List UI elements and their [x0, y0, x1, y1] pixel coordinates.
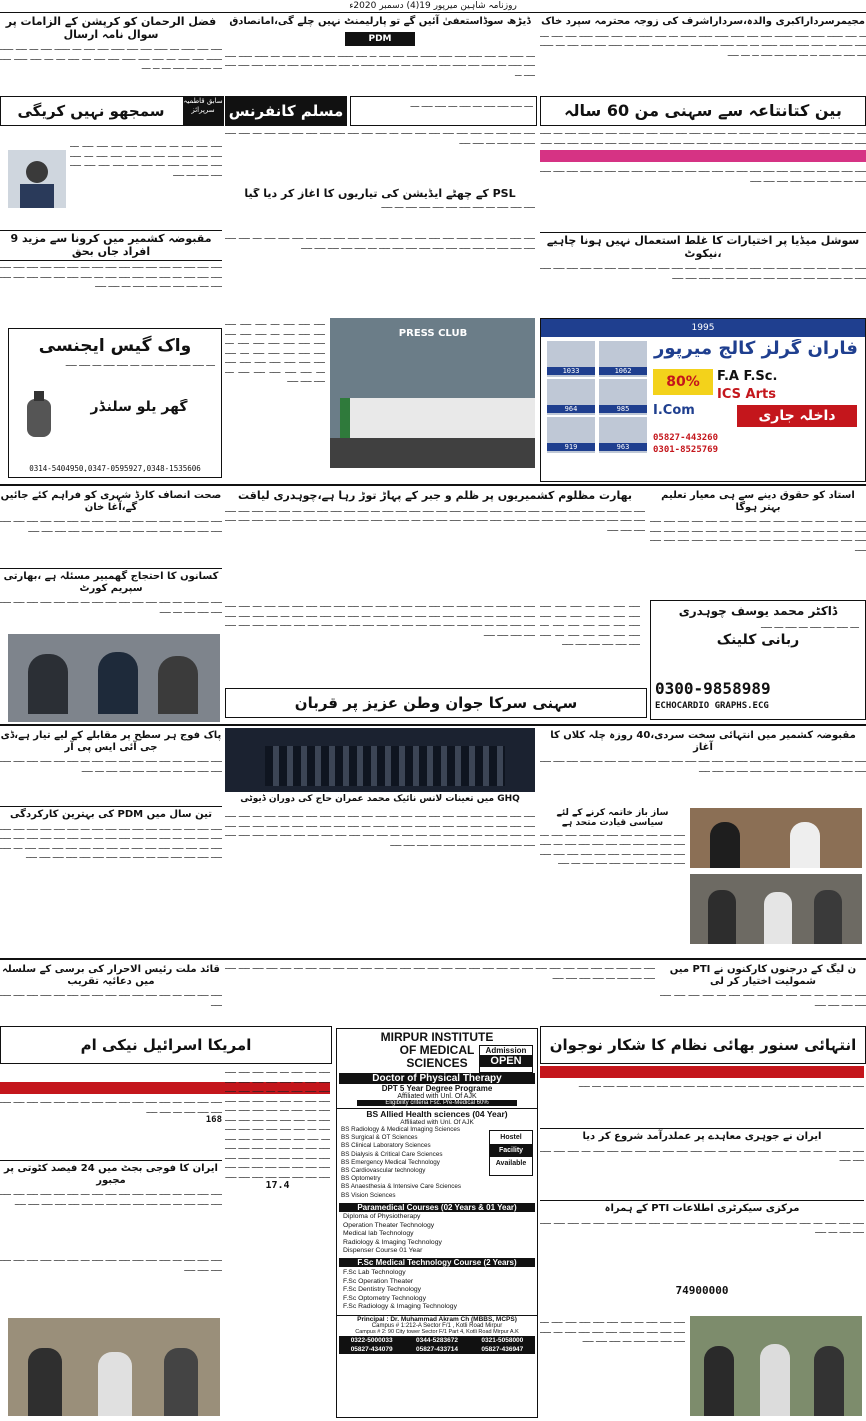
headline-ribbon-left: سابق قاطمیہ سرپرائز سمجھو نہیں کریگی: [0, 96, 224, 126]
phone-1: 05827-443260: [653, 433, 719, 443]
farmers-article: [0, 568, 222, 630]
meeting-photo: [8, 634, 220, 722]
article-text: ـــــ ـــــ ـــــ ــــ ـــــ ـــــ ـــــ ـــــ ـــــ ـــــ ــــ ـــــ ـــــ ـــــ ـــــ ـــــ ـــــ ـــــ ـــــ ـــــ ــــ ـــــ ـــــ ـــــ ـــــ ـــــ ــــ ـــــ ـــــ ـــــ ـــــ ـــــ ـــــ ـــــ: [540, 600, 640, 647]
press-club-photo: PRESS CLUB: [330, 318, 535, 468]
student-grid: 1033 1062 964 985 919 963: [547, 341, 647, 453]
list-item: F.Sc Optometry Technology: [343, 1294, 426, 1302]
article-text: ـــــ ـــــ ـــــ ــــ ـــــ ـــــ ـــــ ـــــ ـــــ ـــــ ــــ ـــــ ـــــ ـــــ ـــــ ـــــ ـــــ ـــــ ـــــ ـــــ ــــ ـــــ ـــــ ـــــ ـــــ ـــــ ــــ ـــــ ـــــ ـــــ ـــــ ـــــ ـــــ ـــــ ـــــ ــــ ـــــ ـــــ ـــــ ـــــ ـــــ ــــ ـــــ ـــــ ـــــ: [225, 318, 325, 384]
list-item: Radiology & Imaging Technology: [343, 1238, 442, 1246]
top-middle-column: [225, 14, 535, 96]
list-item: Medical lab Technology: [343, 1230, 414, 1238]
article-text: ـــــ ـــــ ـــــ ــــ ـــــ ـــــ ـــــ ـــــ ـــــ ـــــ ــــ ـــــ ـــــ ـــــ ـــــ ـــــ ـــــ ـــــ: [0, 989, 222, 1008]
article-text: ـــــ ـــــ ـــــ ــــ ـــــ ـــــ ـــــ ـــــ ـــــ ـــــ ــــ ـــــ ـــــ ـــــ ـــــ ـــــ ـــــ ـــــ ـــــ ـــــ ــــ ـــــ: [578, 1080, 864, 1089]
army-article: [0, 728, 222, 803]
headline: پاک فوج ہر سطح پر مقابلے کے لیے تیار ہے،ڈی جی آئی ایس پی آر: [0, 730, 222, 753]
amount: 74900000: [675, 1284, 729, 1297]
headline: ساز باز خاتمہ کرنے کے لئے سیاسی قیادت متحد ہے: [556, 808, 669, 829]
top-left-column: [0, 14, 222, 96]
headline: قائد ملت رئیس الاحرار کی برسی کے سلسلہ میں دعائیہ تقریب: [2, 964, 220, 987]
clinic-name: ربانی کلینک: [716, 632, 800, 649]
headline: ایران کا فوجی بجٹ میں 24 فیصد کٹوتی پر مجبور: [0, 1160, 222, 1188]
list-item: BS Radiology & Medical Imaging Sciences: [341, 1126, 461, 1133]
article-text: ـــــ ـــــ ـــــ ــــ ـــــ ـــــ ـــــ ـــــ ـــــ ـــــ ــــ ـــــ ـــــ ـــــ ـــــ ـــــ ـــــ ـــــ ـــــ ـــــ ــــ ـــــ ـــــ ـــــ ـــــ ـــــ ــــ ـــــ ـــــ ـــــ ـــــ ـــــ ـــــ ـــــ ـــــ ــــ ـــــ ـــــ: [540, 755, 866, 774]
divider: [0, 958, 866, 960]
headline-ribbon-mid: مسلم کانفرنس: [225, 96, 347, 126]
headline: فضل الرحمان کو کرپشن کے الزامات پر سوال نامہ ارسال: [5, 15, 217, 41]
article-text: ـــــ ـــــ ـــــ ــــ ـــــ ـــــ ـــــ ـــــ ـــــ ـــــ ــــ ـــــ ـــــ ـــــ ـــــ ـــــ ـــــ ـــــ ـــــ ـــــ ــــ ـــــ ـــــ ـــــ ـــــ ـــــ ــــ ـــــ ـــــ ـــــ ـــــ ـــــ ـــــ ـــــ ـــــ ــــ ـــــ ـــــ ـــــ ـــــ: [225, 962, 655, 981]
prayer-photo: [690, 808, 862, 868]
pti-article: [540, 1200, 864, 1280]
ad-title: واک گیس ایجنسی: [38, 336, 192, 356]
portrait-photo: [8, 150, 66, 208]
list-item: BS Emergency Medical Technology: [341, 1158, 440, 1166]
headline: بھارت مظلوم کشمیریوں پر ظلم و جبر کے پہاڑ توڑ رہا ہے،چوہدری لیاقت: [238, 489, 632, 502]
headline: مقبوضہ کشمیر میں کرونا سے مزید 9 افراد جاں بحق: [0, 230, 222, 261]
meeting-photo-2: [690, 874, 862, 944]
list-item: BS Anaesthesia & Intensive Care Sciences: [341, 1183, 462, 1191]
banner: [340, 398, 535, 440]
article-block: [225, 962, 655, 1022]
iran-article: [540, 1128, 864, 1198]
list-item: BS Clinical Laboratory Sciences: [341, 1142, 431, 1150]
faran-college-ad: 1995 فاران گرلز کالج میرپور 1033 1062 964 985 919 963 80% F.A F.Sc. ICS Arts I.Com داخلہ جاری 05827-443260 0301-8525769: [540, 318, 866, 482]
article-block: [225, 318, 325, 468]
ad-top-band: 1995: [541, 319, 865, 337]
ribbon-subtext: ــــ ـــــ ـــــ ـــــ ــــ ـــــ ــــ ـــــ ـــــ ــــ: [350, 96, 537, 126]
list-item: F.Sc Dentistry Technology: [343, 1286, 422, 1294]
health-card-article: [0, 488, 222, 563]
list-item: F.Sc Operation Theater: [343, 1277, 414, 1285]
ad-title: فاران گرلز کالج میرپور: [654, 339, 858, 359]
fsc-list: [337, 1269, 537, 1312]
mirpur-institute-ad: MIRPUR INSTITUTE OF MEDICAL SCIENCES Admission OPEN Doctor of Physical Therapy DPT 5 Year Degree Programe Affiliated with Unl. Of AJK Eligibility criteria Fsc. Pre-Medical 60% BS Allied Health sciences (04 Year) Affiliated with Unl. Of AJK BS Radiology & Medical Imaging Sciences BS Surgical & OT Sciences BS Clinical Laboratory Sciences BS Dialysis & Critical Care Sciences BS Emergency Medical Technology BS Cardiovascular technology BS Optometry BS Anaesthesia & Intensive Care Sciences BS Vision Sciences Hostel Facility Available Paramedical Courses (02 Years & 01 Year) Diploma of Physiotherapy Operation Theater Technology Medical lab Technology Radiology & Imaging Technology Dispenser Course 01 Year F.Sc Medical Technology Course (2 Years) F.Sc Lab Technology F.Sc Operation Theater F.Sc Dentistry Technology F.Sc Optometry Technology F.Sc Radiology & Imaging Technology Principal : Dr. Muhammad Akram Ch (MBBS, MCPS) Campus # 1:212-A Sector F/1 , Kotli Road Mirpur Campus # 2: 90 City tower Sector F/1 Part 4, Kotli Road Mirpur A.K 0322-5000033 0344-5283672 0321-5058000 05827-434079 05827-433714 05827-436947: [336, 1028, 538, 1418]
office-photo: [8, 1318, 220, 1416]
article-block: [0, 1096, 222, 1156]
article-block: [225, 1066, 330, 1416]
article-text: ـــــ ـــــ ـــــ ــــ ـــــ ـــــ ـــــ ـــــ ـــــ ـــــ ــــ ـــــ: [381, 200, 535, 210]
list-item: Dispenser Course 01 Year: [343, 1247, 423, 1255]
divider: [0, 12, 866, 13]
headline: PSL کے چھٹے ایڈیشن کی تیاریوں کا آغاز کر دیا گیا: [244, 188, 516, 200]
article-text: ـــــ ـــــ ـــــ ــــ ـــــ ـــــ ـــــ ـــــ ـــــ ـــــ ــــ ـــــ ـــــ ـــــ ـــــ ـــــ ـــــ ـــــ ـــــ ـــــ ــــ ـــــ ـــــ ـــــ ـــــ ـــــ ــــ ـــــ ـــــ ـــــ ـــــ ـــــ ـــــ ـــــ ـــــ ــــ ـــــ ـــــ ـــــ ـــــ ـــــ ــــ ـــــ ـــــ ـــــ ـــــ ـــــ ـــــ ـــــ: [650, 515, 866, 553]
article-text: ـــ ـــــ ـــــــ ــــــ ــــــ ــــــــ ـــــ ـــــ ــــــ ــــــ ــــــ ـــــــ ــــ ـــــ ــــــ ـــــ ـــــ ــــــ ــــــ ـــــ ـــــ ــــ ـــــ ــــــ ـــــ ـــــ ــــــ ــــــ ـــــــ ــــ ـــــ ــــــ ــــــ ـــــ ـــــ ــــ ـــــ ــــــ ــــ ــــــ ـــــ ـــــ ـــــ ــــ ــــــ ــــ ـــــ ــــ ـــــ ـــ ــــ ـــــ ــــ ـــــ ـــ ــــ ـــــ: [540, 29, 866, 58]
headline: کسانوں کا احتجاج گھمبیر مسئلہ ہے ،بھارتی سپریم کورٹ: [0, 568, 222, 596]
pink-strip: [540, 150, 866, 162]
article-text: ـــــ ـــــ ـــــ ــــ ـــــ ـــــ ـــــ ـــــ ـــــ ـــــ ــــ ـــــ ـــــ ـــــ ـــــ ـــــ ـــــ ـــــ ـــــ ـــــ ــــ ـــــ ـــــ ـــــ ـــــ ـــــ ــــ ـــــ: [540, 1216, 864, 1235]
bs-program-list: [337, 1126, 537, 1202]
headline-ribbon-right: انتہائی سنور بھائی نظام کا شکار نوجوان: [540, 1026, 866, 1064]
walk-gas-agency-ad: واک گیس ایجنسی ــــ ـــــ ـــــ ـــــ ــــ ـــــ ــــ ـــــ ـــــ ــــ ـــــ ـــــ گھر یلو سلنڈر 0314-5404950,0347-0595927,0348-1535606: [8, 328, 222, 478]
list-item: F.Sc Lab Technology: [343, 1268, 406, 1276]
article-text: ـــــ ـــــ ـــــ ــــ ـــــ ـــــ ـــــ ـــــ ـــــ ـــــ ــــ ـــــ ـــــ ـــــ ـــــ ـــــ ـــــ ـــــ ـــــ ـــــ: [0, 1254, 222, 1273]
article-text: ـــــ ـــــ ـــــ ــــ ـــــ ـــــ ـــــ ـــــ ـــــ ـــــ ــــ ـــــ ـــــ ـــــ ـــــ ـــــ ـــــ ـــــ ـــــ ـــــ ــــ ـــــ ـــــ ـــــ ـــــ ـــــ ــــ ـــــ ـــــ ـــــ ـــــ ـــــ ـــــ ـــــ ـــــ ــــ ـــــ ـــــ ـــــ ـــــ: [540, 262, 866, 281]
article-block: [225, 127, 535, 187]
headline: مقبوضہ کشمیر میں انتہائی سخت سردی،40 روزہ چلہ کلاں کا آغاز: [550, 730, 856, 753]
list-item: Operation Theater Technology: [343, 1221, 435, 1229]
clinic-phone: 0300-9858989: [655, 679, 771, 698]
gas-cylinder-icon: [21, 389, 57, 439]
headline: صحت انصاف کارڈ شہری کو فراہم کئے جائیں گے،آغا خان: [0, 490, 222, 513]
article-text: ـــــ ـــــ ـــــ ــــ ـــــ ـــــ ـــــ ـــــ ـــــ ـــــ ــــ ـــــ ـــــ ـــــ ـــــ ـــــ ـــــ ـــــ ـــــ ـــــ ــــ ـــــ ـــــ ـــــ ـــــ ـــــ ــــ ـــــ: [0, 755, 222, 774]
doctor-name: ڈاکٹر محمد یوسف چوہدری: [678, 604, 838, 618]
article-text: ـــــ ـــــ ـــــ ــــ ـــــ ـــــ ـــــ ـــــ ـــــ ـــــ ــــ ـــــ ـــــ ـــــ ـــــ ـــــ ـــــ ـــــ ـــــ ـــــ ــــ ـــــ ـــــ ـــــ ـــــ ـــــ ــــ ـــــ ـــــ ـــــ ـــــ ـــــ ـــــ ـــــ ـــــ ــــ ـــــ ـــــ ـــــ ـــــ ـــــ ــــ ـــــ ـــــ ـــــ ـــــ ـــــ ـــــ ـــــ ــــ ـــــ ـــــ ـــــ ـــــ ـــــ ـــــ ــــ ـــــ ـــــ ـــــ ـــــ ـــــ ـــــ ـــــ ـــــ ـــــ: [0, 822, 222, 860]
list-item: BS Optometry: [341, 1175, 381, 1183]
scholarship-badge: 80%: [653, 369, 713, 395]
headline: ایران نے جوہری معاہدے پر عملدرآمد شروع کر دیا: [540, 1128, 864, 1145]
article-text: ـــــ ـــــ ـــــ ــــ ـــــ ـــــ ـــــ ـــــ ـــــ ـــــ ــــ ـــــ ـــــ ـــــ ـــــ ـــــ ـــــ ـــــ ـــــ ـــــ ــــ ـــــ ـــــ ـــــ ـــــ ـــــ ــــ ـــــ ـــــ ـــــ ـــــ ـــــ ـــــ ـــــ ـــــ ــــ ـــــ ـــــ ـــــ ـــــ ـــــ ــــ ـــــ ـــــ ـــــ ـــــ ـــــ ـــــ ـــــ ــــ ـــــ ـــــ ـــــ ـــــ ـــــ ـــــ ــــ ـــــ ـــــ ـــــ ـــــ ـــــ ـــــ ـــــ ـــــ ـــــ ـــــ ـــــ ـــــ ـــــ ـــــ ـــــ ـــــ ـــــ ـــــ ـــــ ـــــ ـــــ ـــــ ـــــ: [225, 810, 535, 848]
headline: استاد کو حقوق دینے سے ہی معیار تعلیم بہتر ہوگا: [661, 490, 855, 513]
phone-numbers: 0314-5404950,0347-0595927,0348-1535606: [29, 464, 201, 473]
chilla-kalan-article: [540, 728, 866, 803]
article-block: [540, 808, 685, 954]
ghq-article: [225, 794, 535, 808]
article-text: ـــــ ـــــ ـــــ ــــ ـــــ ـــــ ـــــ ـــــ ـــــ ـــــ ــــ ـــــ ـــــ ـــــ ـــــ ـــــ ـــــ ـــــ ـــــ ـــــ ــــ ـــــ ـــــ ـــــ ـــــ ـــــ: [540, 1144, 864, 1163]
corona-article: [0, 230, 222, 325]
admission-open-badge: داخلہ جاری: [737, 405, 857, 427]
headline: تین سال میں PDM کی بہترین کارکردگی: [0, 806, 222, 823]
headline: GHQ میں تعینات لانس نائیک محمد عمران حاج کی دوران ڈیوٹی: [240, 794, 520, 804]
ad-subtitle: گھر یلو سلنڈر: [90, 399, 188, 415]
headline: سوشل میڈیا پر اختیارات کا غلط استعمال نہیں ہونا چاہیے ،نیکوٹ: [540, 232, 866, 262]
article-block: [225, 810, 535, 956]
headline: ڈیڑھ سوڈاستعفیٰ آئیں گے تو پارلیمنٹ نہیں چلے گی،امانصادق: [229, 16, 531, 27]
article-text: ـــــ ـــــ ـــــ ــــ ـــــ ـــــ ـــــ ـــــ ـــــ ـــــ ــــ ـــــ ـــــ ـــــ ـــــ ـــــ ـــــ ـــــ ـــــ: [660, 989, 866, 1008]
paramedical-list: [337, 1213, 537, 1256]
headline: ن لیگ کے درجنوں کارکنوں نے PTI میں شمولیت اختیار کر لی: [669, 964, 857, 987]
press-event-photo: [690, 1316, 862, 1416]
article-block: [540, 1316, 685, 1416]
article-text: ـــــ ـــــ ـــــ ــــ ـــــ ـــــ ـــــ ـــــ ـــــ ـــــ ــــ ـــــ ـــــ ـــــ ـــــ ـــــ ـــــ ـــــ ـــــ ـــــ ــــ ـــــ ـــــ ـــــ ـــــ ـــــ ــــ ـــــ ـــــ ـــــ ـــــ ـــــ ـــــ ـــــ ـــــ ــــ ـــــ: [70, 140, 222, 178]
night-gathering-photo: [225, 728, 535, 792]
amount-3: 17.4: [265, 1180, 290, 1191]
psl-article: [225, 188, 535, 228]
phone-grid: 0322-5000033 0344-5283672 0321-5058000 05827-434079 05827-433714 05827-436947: [339, 1336, 535, 1354]
article-text: ـــــ ـــــ ــــــ ــــ ــــــ ـــــ ـــــ ــــــ ـــــ ـــــ ــــ ـــــــ ـــــ ــــ ـــــ ــــــ ـــــــ ـــــ ـــــ ــــ ـــــ ـــــ ــــــ ـــــ ـــــ ــــ ـــــ ــــ ــــ ـــــ ــــــ ـــــ ــــ ـــــ ـــــ ـــــ ــــ ـــ ــــ: [0, 43, 222, 72]
divider: [0, 724, 866, 726]
amount-2: 168: [205, 1115, 222, 1125]
social-media-article: [540, 232, 866, 312]
article-text: ـــــ ـــــ ـــــ ــــ ـــــ ـــــ ـــــ ـــــ ـــــ ـــــ ــــ ـــــ ـــــ ـــــ ـــــ ـــــ ـــــ ـــــ ـــــ ـــــ ــــ ـــــ ـــــ ـــــ ـــــ ـــــ ــــ ـــــ ـــــ ـــــ ـــــ ـــــ ـــــ ـــــ ـــــ ــــ ـــــ ـــــ ـــــ ـــــ ـــــ: [225, 232, 535, 251]
article-text: ــــ ـــــ ــــ ـــــ ـــــ ـــــ ــــ ـــــ ـــــ ـــــ ــــ ـــــ ــــ ـــــ ـــــ ــــــ ـــــ ـــــ ـــــ ـــــ ـــــ ـــــ ـــــ ــــ ـــــ ـــــ ـــــ ـــــ ـــــ ـــــ ـــــ ـــــ ـــــ ـــــ ـــــ ــــ ـــــ ـــــ ـــــ ـــــ ـــــ ــــ ـــــ ـــــ ـــــ ــــ ـــــ ـــــ ـــــ ـــــ: [540, 127, 866, 146]
article-block: [70, 140, 222, 230]
list-item: BS Dialysis & Critical Care Sciences: [341, 1150, 443, 1158]
article-block: [0, 1254, 222, 1316]
headline: مرکزی سیکرٹری اطلاعات PTI کے ہمراہ: [540, 1200, 864, 1217]
phone-2: 0301-8525769: [653, 445, 719, 455]
article-text: ـــــ ـــــ ـــــ ــــ ـــــ ـــــ ـــــ ـــــ ـــــ ـــــ ــــ ـــــ ـــــ ـــــ ـــــ ـــــ ـــــ ـــــ ـــــ ـــــ ــــ ـــــ ـــــ ـــــ ـــــ ـــــ ــــ ـــــ ـــــ ـــــ: [540, 1316, 685, 1344]
list-item: BS Surgical & OT Sciences: [341, 1134, 418, 1142]
article-text: ــــ ــــــ ــــ ـــــ ــــــ ـــــ ــــــ ـــــــ ـــــ ـــــ ـــــ ـــ ـــــ ـــــــ ـــــ ــــ ـــــ ــــــ ــــ ــــــ ــــــ ـــــ ـــــ ــــــ ــــ ــــــ ـــــ ــــــ ـــــ ـــــ ـــــ ــــ ـــــ ــــ ــــــ ـــ ـــــ ـــــ ــــ ـــــ ـــــ ـــ ـــــ ـــــ ـــــ ـــــ ـــــ ـــ: [225, 49, 535, 78]
article-block: [225, 232, 535, 312]
amount-article: [540, 1284, 864, 1314]
list-item: Diploma of Physiotherapy: [343, 1213, 421, 1220]
list-item: BS Cardiovascular technology: [341, 1167, 426, 1175]
masthead: روزنامہ شاہین میرپور 19(4) دسمبر 2020ء: [349, 1, 517, 11]
death-anniversary-article: [0, 962, 222, 1022]
article-text: ـــــ ـــــ ـــــ ــــ ـــــ ـــــ ـــــ ـــــ ـــــ ـــــ ــــ ـــــ ـــــ ـــــ ـــــ ـــــ ـــــ ـــــ ـــــ ـــــ ــــ ـــــ ـــــ ـــــ ـــــ ـــــ ــــ ـــــ ـــــ ـــــ ـــــ ـــــ: [0, 515, 222, 534]
pml-n-article: [660, 962, 866, 1022]
article-text: ـــــ ـــــ ـــــ ــــ ـــــ ـــــ ـــــ ـــــ ـــــ ـــــ ــــ ـــــ ـــــ ـــــ ـــــ ـــــ ـــــ ـــــ ـــــ ـــــ ــــ ـــــ ـــــ ـــــ ـــــ ـــــ ــــ ـــــ ـــــ ـــــ ـــــ ـــــ ـــــ ـــــ ـــــ ــــ ـــــ ـــــ ـــــ ـــــ ـــــ ــــ ـــــ ـــــ: [0, 261, 222, 290]
ribbon-badge: سابق قاطمیہ سرپرائز: [183, 97, 223, 125]
admission-open-badge: Admission OPEN: [479, 1045, 533, 1073]
divider: [0, 484, 866, 486]
article-text: ـــــ ـــــ ـــــ ــــ ـــــ ـــــ ـــــ ـــــ ـــــ ـــــ ــــ ـــــ ـــــ ـــــ ـــــ ـــــ ـــــ ـــــ ـــــ ـــــ ــــ ـــــ ـــــ ـــــ ـــــ ـــــ ــــ ـــــ ـــــ: [225, 127, 535, 146]
iran-budget-article: [0, 1160, 222, 1250]
list-item: BS Vision Sciences: [341, 1191, 396, 1199]
article-text: ـــــ ـــــ ـــــ ــــ ـــــ ـــــ ـــــ ـــــ ـــــ ـــــ ــــ ـــــ ـــــ ـــــ ـــــ ـــــ ـــــ ـــــ ـــــ ـــــ ــــ ـــــ ـــــ: [0, 1096, 222, 1115]
article-text: ـــــ ـــــ ـــــ ــــ ـــــ ـــــ ـــــ ـــــ ـــــ ـــــ ــــ ـــــ ـــــ ـــــ ـــــ ـــــ ـــــ ـــــ ـــــ ـــــ ــــ ـــــ ـــــ ـــــ ـــــ ـــــ ــــ ـــــ ـــــ ـــــ ـــــ ـــــ ـــــ ـــــ: [540, 165, 866, 184]
article-text: ـــــ ـــــ ـــــ ــــ ـــــ ـــــ ـــــ ـــــ ـــــ ـــــ ــــ ـــــ ـــــ ـــــ ـــــ ـــــ ـــــ ـــــ ـــــ ـــــ ــــ ـــــ: [0, 596, 222, 615]
top-right-column: [540, 14, 866, 96]
hostel-badge: Hostel Facility Available: [489, 1130, 533, 1176]
article-text: ـــــ ـــــ ـــــ ــــ ـــــ ـــــ ـــــ ـــــ ـــــ ـــــ ــــ ـــــ ـــــ ـــــ ـــــ ـــــ ـــــ ـــــ ـــــ ـــــ ــــ ـــــ ـــــ ـــــ ـــــ ـــــ ــــ ـــــ ـــــ ـــــ ـــــ ـــــ ـــــ: [0, 1188, 222, 1207]
kashmir-article: [225, 488, 645, 598]
article-block: [540, 165, 866, 227]
list-item: F.Sc Radiology & Imaging Technology: [343, 1303, 457, 1311]
pdm-article: [0, 806, 222, 956]
institute-title: MIRPUR INSTITUTE OF MEDICAL SCIENCES: [380, 1030, 494, 1070]
clinic-ad: ڈاکٹر محمد یوسف چوہدری ــــ ـــــ ـــــ ـــــ ــــ ـــــ ــــ ـــــ ربانی کلینک 0300-9858989 ECHOCARDIO GRAPHS.ECG: [650, 600, 866, 720]
article-block: [540, 1080, 864, 1128]
dpt-banner: Doctor of Physical Therapy: [339, 1073, 535, 1084]
headline-ribbon-right: بین کتانتاعہ سے سہنی من 60 سالہ: [540, 96, 866, 126]
clinic-tests: ECHOCARDIO GRAPHS.ECG: [655, 701, 769, 711]
headline-ribbon: سہنی سرکا جوان وطن عزیز پر قربان: [225, 688, 647, 718]
teacher-article: [650, 488, 866, 598]
headline-ribbon-left: امریکا اسرائیل نیکی ام: [0, 1026, 332, 1064]
article-text: ـــــ ـــــ ـــــ ــــ ـــــ ـــــ ـــــ ـــــ ـــــ ـــــ ــــ ـــــ ـــــ ـــــ ـــــ ـــــ ـــــ ـــــ ـــــ ـــــ ــــ ـــــ ـــــ ـــــ ـــــ ـــــ ــــ ـــــ ـــــ ـــــ ـــــ ـــــ ـــــ ـــــ ـــــ ــــ ـــــ ـــــ ـــــ ـــــ ـــــ ــــ ـــــ ـــــ ـــــ ـــــ ـــــ ـــــ ـــــ ــــ ـــــ ـــــ ـــــ ـــــ ـــــ ـــــ ــــ ـــــ ـــــ ـــــ ـــــ ـــــ ـــــ ـــــ ـــــ ـــــ ـــــ ـــــ ـــــ ـــــ ـــــ ـــــ ـــــ ـــــ ـــــ ـــــ ـــــ ـــــ ـــــ ـــــ ـــــ ـــــ ـــــ ـــــ ـــــ ـــــ ـــــ ـــــ ـــــ ـــــ ـــــ ـــــ ـــــ ـــــ ـــــ ـــــ: [225, 1066, 330, 1180]
red-strip: [540, 1066, 864, 1078]
pdm-badge: PDM: [345, 32, 415, 46]
article-text: ـــــ ـــــ ـــــ ــــ ـــــ ـــــ ـــــ ـــــ ـــــ ـــــ ــــ ـــــ ـــــ ـــــ ـــــ ـــــ ـــــ ـــــ ـــــ ـــــ ــــ ـــــ ـــــ ـــــ ـــــ ـــــ ــــ ـــــ ـــــ ـــــ ـــــ ـــــ ـــــ ـــــ ـــــ ــــ ـــــ ـــــ ـــــ ـــــ ـــــ ــــ ـــــ: [540, 828, 685, 867]
headline: مجیمرسرداراکبری والدہ،سرداراشرف کی زوجہ محترمہ سپرد خاک: [541, 16, 865, 27]
article-text: ـــــ ـــــ ـــــ ــــ ـــــ ـــــ ـــــ ـــــ ـــــ ـــــ ــــ ـــــ ـــــ ـــــ ـــــ ـــــ ـــــ ـــــ ـــــ ـــــ ــــ ـــــ ـــــ ـــــ ـــــ ـــــ ــــ ـــــ ـــــ ـــــ ـــــ ـــــ ـــــ ـــــ ـــــ ــــ ـــــ ـــــ ـــــ ـــــ ـــــ ــــ ـــــ ـــــ ـــــ ـــــ ـــــ ـــــ ـــــ ــــ ـــــ ـــــ ـــــ ـــــ ـــــ ــــ ـــــ ـــــ ـــــ ـــــ ـــــ ـــــ ـــــ ـــــ ـــــ ـــــ ـــــ: [225, 504, 645, 533]
article-text: ـــــ ـــــ ـــــ ــــ ـــــ ـــــ ـــــ ـــــ ـــــ ـــــ ــــ ـــــ ـــــ ـــــ ـــــ ـــــ ـــــ ـــــ ـــــ ـــــ ــــ ـــــ ـــــ ـــــ ـــــ ـــــ ــــ ـــــ ـــــ ـــــ ـــــ ـــــ ـــــ ـــــ ـــــ ــــ ـــــ ـــــ ـــــ ـــــ ـــــ ــــ ـــــ ـــــ ـــــ ـــــ ـــــ ـــــ ـــــ ــــ ـــــ ـــــ ـــــ ـــــ ـــــ ـــــ ــــ ـــــ ـــــ ـــــ ـــــ ـــــ ـــــ ـــــ ـــــ ـــــ ـــــ ـــــ ـــــ ـــــ ـــــ ـــــ ـــــ: [225, 600, 535, 638]
principal: Principal : Dr. Muhammad Akram Ch (MBBS, MCPS): [337, 1315, 537, 1323]
